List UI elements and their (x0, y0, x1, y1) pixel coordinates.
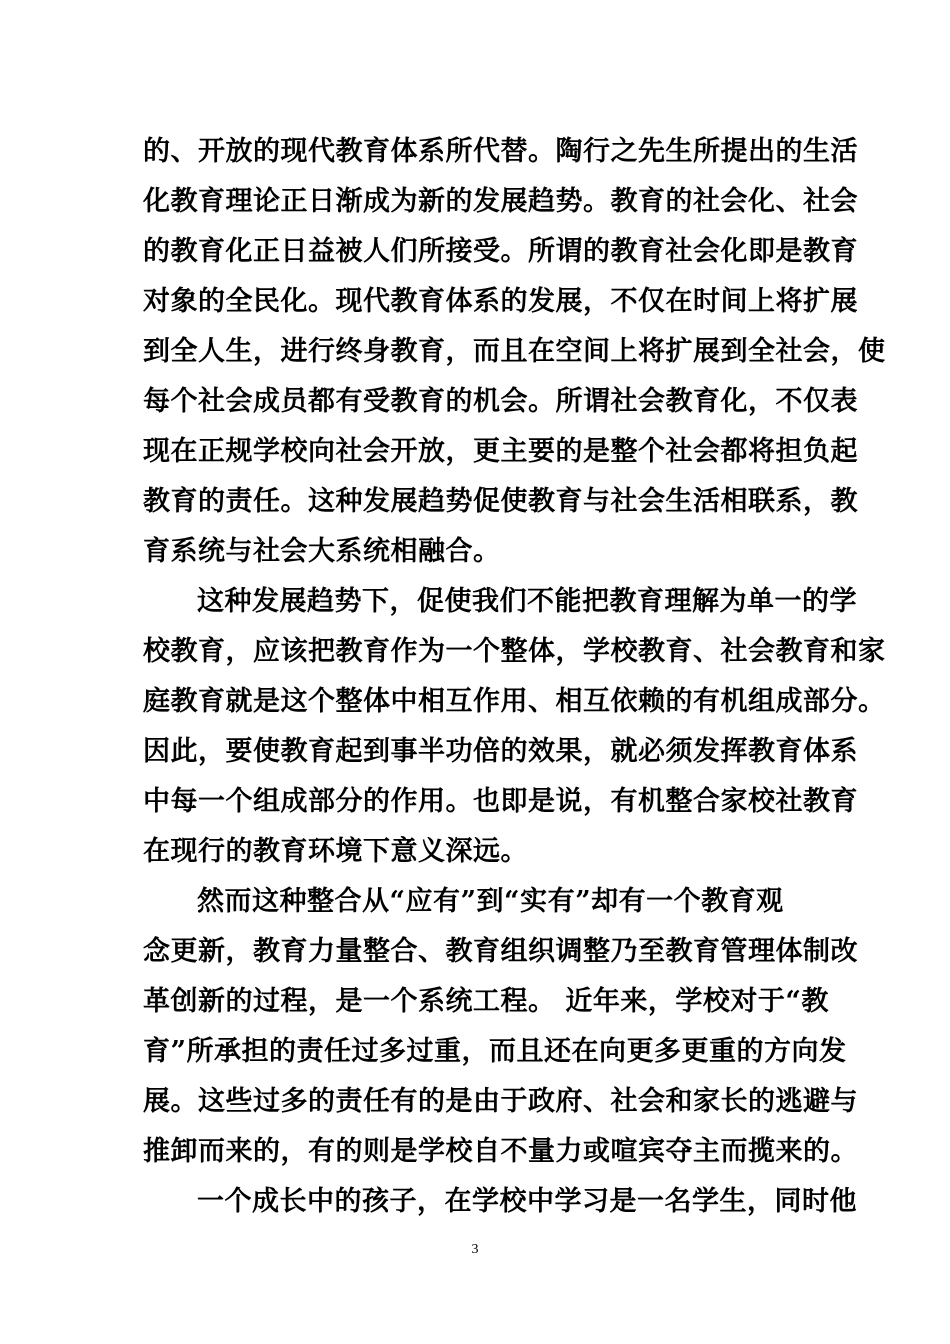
text-line: 展。这些过多的责任有的是由于政府、社会和家长的逃避与 (143, 1086, 858, 1117)
text-line: 革创新的过程，是一个系统工程。 近年来，学校对于“教 (143, 986, 829, 1017)
text-line: 庭教育就是这个整体中相互作用、相互依赖的有机组成部分。 (143, 686, 886, 717)
text-line: 念更新，教育力量整合、教育组织调整乃至教育管理体制改 (143, 936, 858, 967)
text-line: 到全人生，进行终身教育，而且在空间上将扩展到全社会，使 (143, 336, 886, 367)
text-line: 的、开放的现代教育体系所代替。陶行之先生所提出的生活 (143, 136, 858, 167)
text-line: 的教育化正日益被人们所接受。所谓的教育社会化即是教育 (143, 236, 858, 267)
text-line: 育系统与社会大系统相融合。 (143, 536, 501, 567)
text-line: 中每一个组成部分的作用。也即是说，有机整合家校社教育 (143, 786, 858, 817)
text-line: 推卸而来的，有的则是学校自不量力或喧宾夺主而揽来的。 (143, 1136, 858, 1167)
text-line: 每个社会成员都有受教育的机会。所谓社会教育化，不仅表 (143, 386, 858, 417)
text-line: 现在正规学校向社会开放，更主要的是整个社会都将担负起 (143, 436, 858, 467)
text-line: 对象的全民化。现代教育体系的发展，不仅在时间上将扩展 (143, 286, 858, 317)
text-line: 一个成长中的孩子，在学校中学习是一名学生，同时他 (197, 1186, 857, 1217)
text-line: 教育的责任。这种发展趋势促使教育与社会生活相联系，教 (143, 486, 858, 517)
page-number: 3 (471, 1242, 479, 1257)
text-line: 化教育理论正日渐成为新的发展趋势。教育的社会化、社会 (143, 186, 858, 217)
body-text (143, 127, 886, 1227)
text-line: 因此，要使教育起到事半功倍的效果，就必须发挥教育体系 (143, 736, 858, 767)
text-line: 在现行的教育环境下意义深远。 (143, 836, 528, 867)
text-line: 然而这种整合从“应有”到“实有”却有一个教育观 (197, 886, 784, 917)
text-line: 校教育，应该把教育作为一个整体，学校教育、社会教育和家 (143, 636, 886, 667)
text-line: 育”所承担的责任过多过重，而且还在向更多更重的方向发 (143, 1036, 847, 1067)
text-line: 这种发展趋势下，促使我们不能把教育理解为单一的学 (197, 586, 857, 617)
